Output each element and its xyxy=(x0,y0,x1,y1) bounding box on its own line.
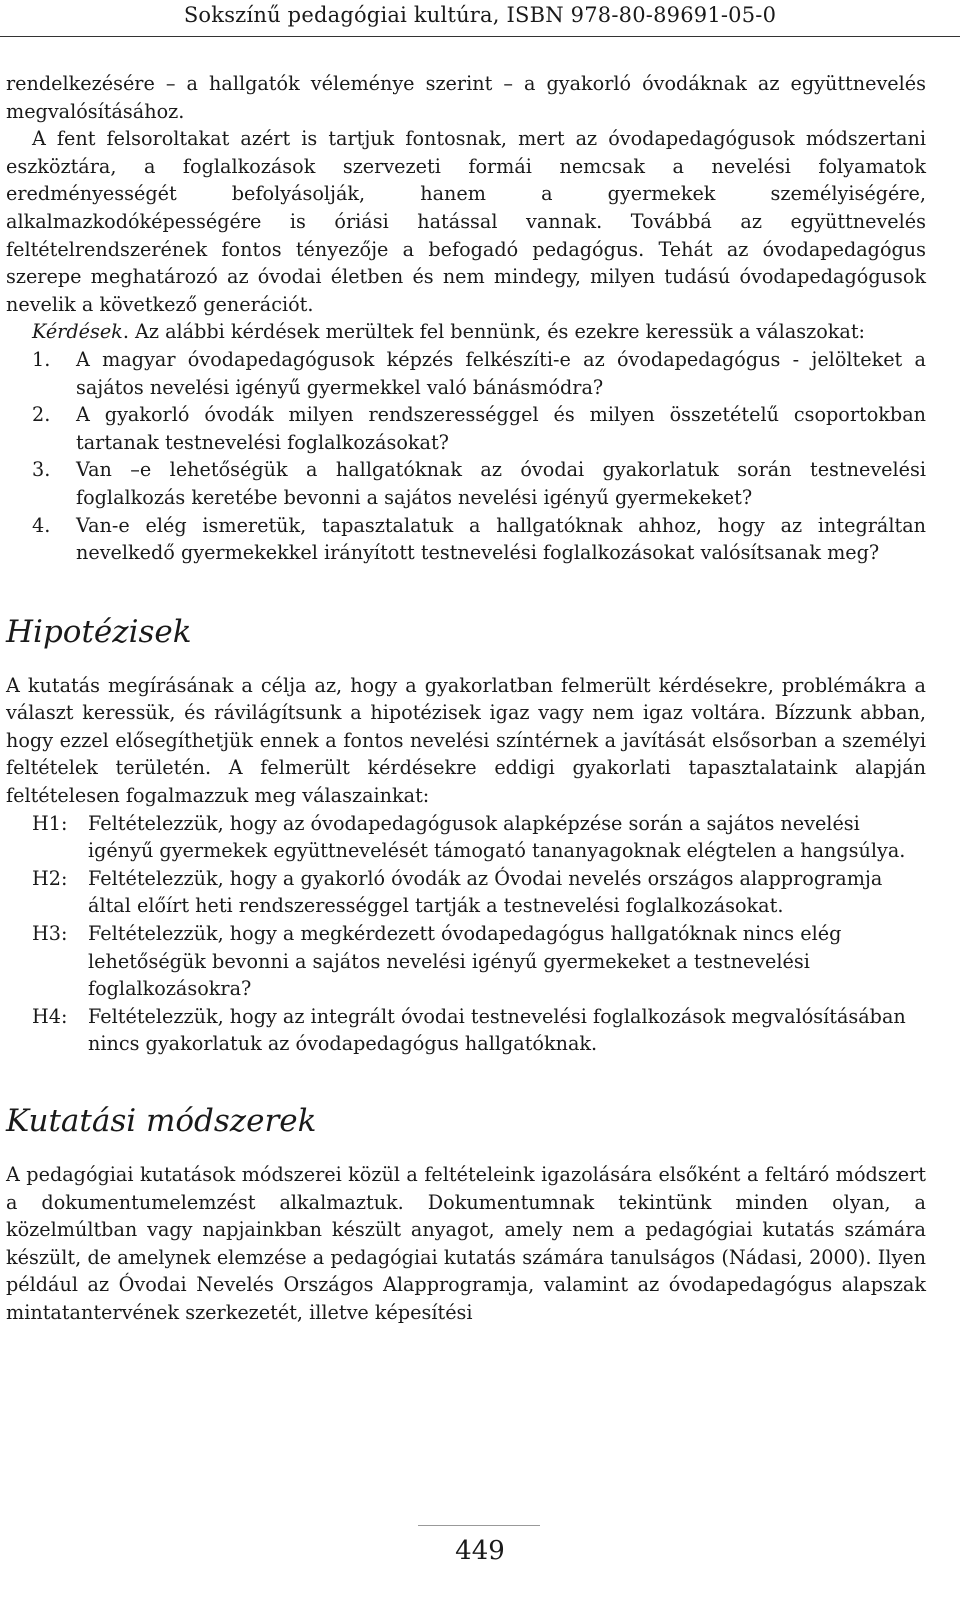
hypothesis-item xyxy=(6,865,926,920)
question-item xyxy=(6,456,926,511)
question-item xyxy=(6,346,926,401)
hypothesis-label: H4: xyxy=(32,1004,68,1028)
hypothesis-label: H2: xyxy=(32,866,68,890)
hypothesis-label: H1: xyxy=(32,811,68,835)
methods-heading: Kutatási módszerek xyxy=(6,1103,317,1139)
hypothesis-text: Feltételezzük, hogy az integrált óvodai testnevelési foglalkozások megvalósításában nincs gyakorlatuk az óvodapedagógus hallgatóknak. xyxy=(88,1004,906,1056)
question-item xyxy=(6,401,926,456)
running-header: Sokszínű pedagógiai kultúra, ISBN 978-80-89691-05-0 xyxy=(183,3,777,27)
hypothesis-text: Feltételezzük, hogy a megkérdezett óvodapedagógus hallgatóknak nincs elég lehetőségük bevonni a sajátos nevelési igényű gyermekeket a testnevelési foglalkozásokra? xyxy=(88,922,842,1001)
hypotheses-heading: Hipotézisek xyxy=(6,613,192,650)
hypothesis-label: H3: xyxy=(32,922,68,946)
questions-label: Kérdések xyxy=(32,320,123,344)
question-item xyxy=(6,512,926,567)
question-number: 1. xyxy=(32,347,51,371)
hypothesis-item xyxy=(6,810,926,865)
question-number: 4. xyxy=(32,513,51,537)
question-text: Van –e lehetőségük a hallgatóknak az óvodai gyakorlatuk során testnevelési foglalkozás keretébe bevonni a sajátos nevelési igényű gyermekeket? xyxy=(76,458,926,509)
hypothesis-text: Feltételezzük, hogy az óvodapedagógusok alapképzése során a sajátos nevelési igényű gyermekek együttnevelését támogató tananyagoknak elégtelen a hangsúlya. xyxy=(88,811,906,863)
questions-intro: . Az alábbi kérdések merültek fel bennünk, és ezekre keressük a válaszokat: xyxy=(122,320,866,344)
question-text: A magyar óvodapedagógusok képzés felkészíti-e az óvodapedagógus - jelölteket a sajátos nevelési igényű gyermekkel való bánásmódra? xyxy=(76,347,926,399)
questions-lead xyxy=(6,318,926,346)
question-text: A gyakorló óvodák milyen rendszerességgel és milyen összetételű csoportokban tartanak testnevelési foglalkozásokat? xyxy=(76,403,926,454)
continuation-paragraph: rendelkezésére – a hallgatók véleménye szerint – a gyakorló óvodáknak az együttnevelés megvalósításához. xyxy=(6,72,926,123)
questions-list xyxy=(6,346,926,567)
question-number: 2. xyxy=(32,403,51,427)
question-number: 3. xyxy=(32,458,51,482)
page-number: 449 xyxy=(455,1536,505,1566)
hypotheses-intro: A kutatás megírásának a célja az, hogy a gyakorlatban felmerült kérdésekre, problémákra a választ keressük, és rávilágítsunk a hipotézisek igaz vagy nem igaz voltára. Bízzunk abban, hogy ezzel elősegíthetjük ennek a fontos nevelési színtérnek a javítását elsősorban a személyi feltételek területén. A felmerült kérdésekre eddigi gyakorlati tapasztalataink alapján feltételesen fogalmazzuk meg válaszainkat: xyxy=(6,673,926,808)
question-text: Van-e elég ismeretük, tapasztalatuk a hallgatóknak ahhoz, hogy az integráltan nevelkedő gyermekekkel irányított testnevelési foglalkozásokat valósítsanak meg? xyxy=(76,513,926,565)
intro-paragraph: A fent felsoroltakat azért is tartjuk fontosnak, mert az óvodapedagógusok módszertani eszköztára, a foglalkozások szervezeti formái nemcsak a nevelési folyamatok eredményességét befolyásolják, hanem a gyermekek személyiségére, alkalmazkodóképességére is óriási hatással vannak. Továbbá az együttnevelés feltételrendszerének fontos tényezője a befogadó pedagógus. Tehát az óvodapedagógus szerepe meghatározó az óvodai életben és nem mindegy, milyen tudású óvodapedagógusok nevelik a következő generációt. xyxy=(6,127,926,316)
header-divider xyxy=(0,36,960,37)
footer-divider xyxy=(418,1525,540,1526)
hypothesis-item xyxy=(6,1003,926,1058)
page-body xyxy=(6,70,926,1327)
hypothesis-text: Feltételezzük, hogy a gyakorló óvodák az Óvodai nevelés országos alapprogramja által előírt heti rendszerességgel tartják a testnevelési foglalkozásokat. xyxy=(88,866,883,918)
methods-paragraph: A pedagógiai kutatások módszerei közül a feltételeink igazolására elsőként a feltáró módszert a dokumentumelemzést alkalmaztuk. Dokumentumnak tekintünk minden olyan, a közelmúltban vagy napjainkban készült anyagot, amely nem a pedagógiai kutatás számára készült, de amelynek elemzése a pedagógiai kutatás számára tanulságos (Nádasi, 2000). Ilyen például az Óvodai Nevelés Országos Alapprogramja, valamint az óvodapedagógus alapszak mintatantervének szerkezetét, illetve képesítési xyxy=(6,1163,926,1324)
hypothesis-item xyxy=(6,920,926,1003)
